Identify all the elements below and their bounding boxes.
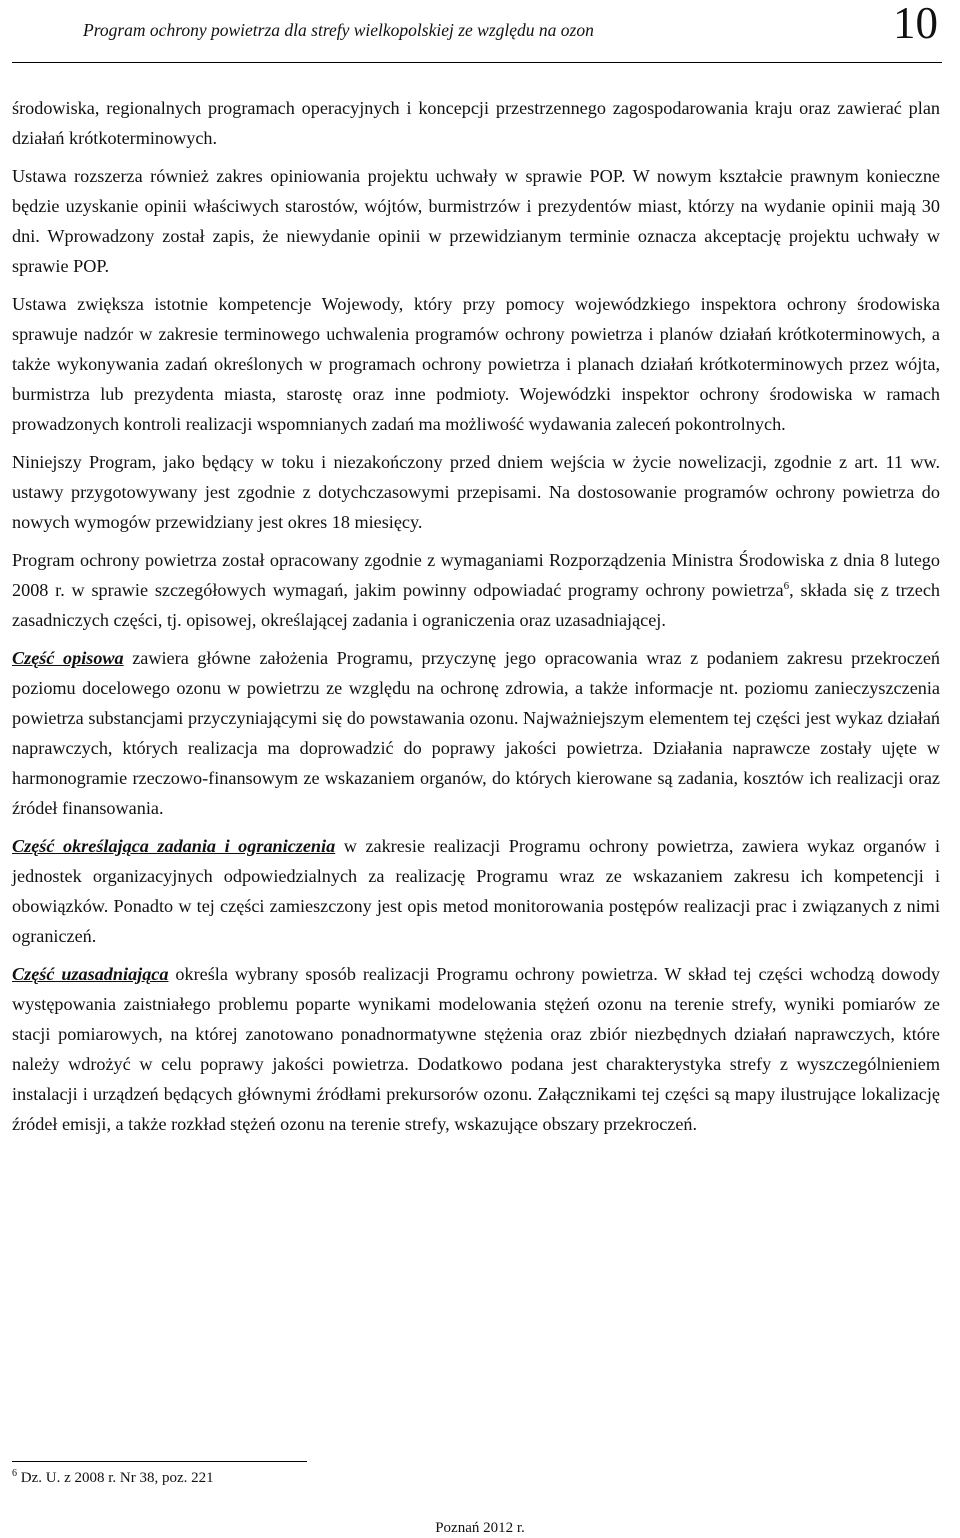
justification-part-text: określa wybrany sposób realizacji Programu ochrony powietrza. W skład tej części wchodzą dowody występowania zaistniałego problemu poparte wynikami modelowania stężeń ozonu na terenie strefy, wyniki pomiarów ze stacji pomiarowych, na której zanotowano ponadnormatywne stężenia oraz zbiór niezbędnych działań naprawczych, które należy wdrożyć w celu poprawy jakości powietrza. Dodatkowo podana jest charakterystyka strefy z wyszczególnieniem instalacji i urządzeń będących głównymi źródłami prekursorów ozonu. Załącznikami tej części są mapy ilustrujące lokalizację źródeł emisji, a także rozkład stężeń ozonu na terenie strefy, wskazujące obszary przekroczeń. <box>12 964 940 1134</box>
descriptive-part-heading: Część opisowa <box>12 648 124 668</box>
footnote-reference[interactable]: 6 <box>783 580 790 592</box>
footnote-divider <box>12 1461 307 1462</box>
page-number: 10 <box>893 0 938 48</box>
page-footer: Poznań 2012 r. <box>435 1520 525 1536</box>
footnote-text: Dz. U. z 2008 r. Nr 38, poz. 221 <box>17 1470 214 1486</box>
paragraph-competences: Ustawa zwiększa istotnie kompetencje Wojewody, który przy pomocy wojewódzkiego inspektora ochrony środowiska sprawuje nadzór w zakresie terminowego uchwalenia programów ochrony powietrza i planów działań krótkoterminowych, a także wykonywania zadań określonych w programach ochrony powietrza i planach działań krótkoterminowych przez wójta, burmistrza lub prezydenta miasta, starostę oraz inne podmioty. Wojewódzki inspektor ochrony środowiska w ramach prowadzonych kontroli realizacji wspomnianych zadań ma możliwość wydawania zaleceń pokontrolnych. <box>12 294 940 434</box>
document-body <box>12 93 940 1147</box>
footnote <box>12 1470 214 1487</box>
tasks-part-heading: Część określająca zadania i ograniczenia <box>12 836 336 856</box>
document-title: Program ochrony powietrza dla strefy wielkopolskiej ze względu na ozon <box>83 20 594 40</box>
footnote-number: 6 <box>12 1468 17 1479</box>
descriptive-part-text: zawiera główne założenia Programu, przyczynę jego opracowania wraz z podaniem zakresu przekroczeń poziomu docelowego ozonu w powietrzu ze względu na ochronę zdrowia, a także informacje nt. poziomu zanieczyszczenia powietrza substancjami przyczyniającymi się do powstawania ozonu. Najważniejszym elementem tej części jest wykaz działań naprawczych, których realizacja ma doprowadzić do poprawy jakości powietrza. Działania naprawcze zostały ujęte w harmonogramie rzeczowo-finansowym ze wskazaniem organów, do których kierowane są zadania, kosztów ich realizacji oraz źródeł finansowania. <box>12 648 941 818</box>
paragraph-descriptive-part <box>12 643 940 823</box>
page-header <box>12 0 942 63</box>
paragraph-transition: Niniejszy Program, jako będący w toku i niezakończony przed dniem wejścia w życie nowelizacji, zgodnie z art. 11 ww. ustawy przygotowywany jest zgodnie z dotychczasowymi przepisami. Na dostosowanie programów ochrony powietrza do nowych wymogów przewidziany jest okres 18 miesięcy. <box>12 452 940 532</box>
paragraph-continuation: środowiska, regionalnych programach operacyjnych i koncepcji przestrzennego zagospodarowania kraju oraz zawierać plan działań krótkoterminowych. <box>12 98 940 148</box>
paragraph-tasks-part <box>12 831 940 951</box>
regulation-text: Program ochrony powietrza został opracowany zgodnie z wymaganiami Rozporządzenia Ministra Środowiska z dnia 8 lutego 2008 r. w sprawie szczegółowych wymagań, jakim powinny odpowiadać programy ochrony powietrza <box>12 550 940 600</box>
paragraph-opinions: Ustawa rozszerza również zakres opiniowania projektu uchwały w sprawie POP. W nowym kształcie prawnym konieczne będzie uzyskanie opinii właściwych starostów, wójtów, burmistrzów i prezydentów miast, którzy na wydanie opinii mają 30 dni. Wprowadzony został zapis, że niewydanie opinii w przewidzianym terminie oznacza akceptację projektu uchwały w sprawie POP. <box>12 166 940 276</box>
paragraph-regulation <box>12 545 940 635</box>
regulation-text-continued: , składa się z trzech zasadniczych części, tj. opisowej, określającej zadania i ograniczenia oraz uzasadniającej. <box>12 580 940 630</box>
paragraph-justification-part <box>12 959 940 1139</box>
justification-part-heading: Część uzasadniająca <box>12 964 169 984</box>
tasks-part-text: w zakresie realizacji Programu ochrony powietrza, zawiera wykaz organów i jednostek organizacyjnych odpowiedzialnych za realizację Programu wraz ze wskazaniem zakresu ich kompetencji i obowiązków. Ponadto w tej części zamieszczony jest opis metod monitorowania postępów realizacji prac i związanych z nimi ograniczeń. <box>12 836 940 946</box>
